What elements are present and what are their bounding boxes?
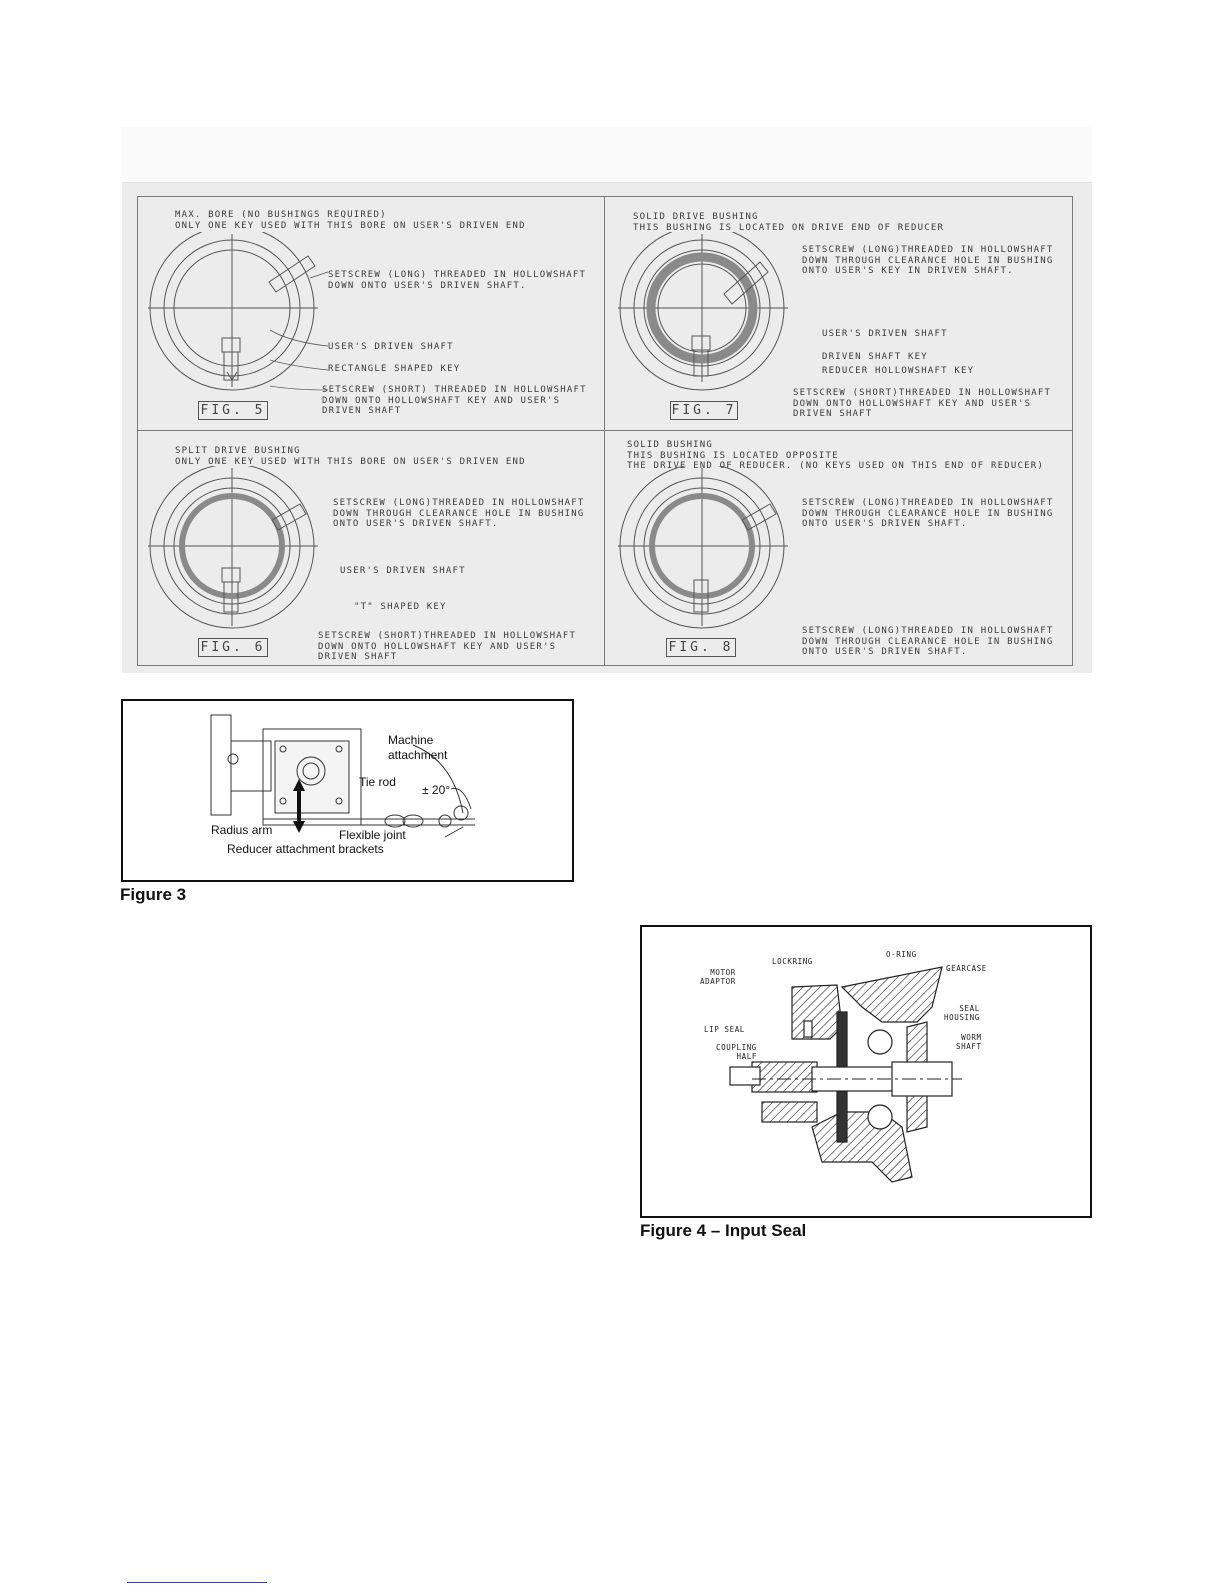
fig6-drawing [140, 466, 340, 636]
fig4-label-worm-shaft: WORM SHAFT [956, 1033, 982, 1051]
fig6-callout-setscrew-short: SETSCREW (SHORT)THREADED IN HOLLOWSHAFT DOWN ONTO HOLLOWSHAFT KEY AND USER'S DRIVEN SHAFT [318, 631, 577, 662]
fig3-label-machine: Machine attachment [388, 733, 448, 762]
fig7-callout-setscrew-short: SETSCREW (SHORT)THREADED IN HOLLOWSHAFT DOWN ONTO HOLLOWSHAFT KEY AND USER'S DRIVEN SHAFT [793, 388, 1052, 419]
fig7-callout-key2: REDUCER HOLLOWSHAFT KEY [822, 366, 975, 376]
fig7-drawing [610, 232, 810, 392]
fig6-callout-key: "T" SHAPED KEY [354, 602, 447, 612]
fig5-label: FIG. 5 [198, 401, 268, 420]
panel-header-strip [122, 127, 1092, 183]
fig4-label-lockring: LOCKRING [772, 957, 813, 966]
fig4-label-motor-adaptor: MOTOR ADAPTOR [700, 968, 736, 986]
fig3-label-radius-arm: Radius arm [211, 823, 273, 837]
fig8-callout-setscrew-long-2: SETSCREW (LONG)THREADED IN HOLLOWSHAFT DOWN THROUGH CLEARANCE HOLE IN BUSHING ONTO USER'S DRIVEN SHAFT. [802, 626, 1054, 657]
fig7-label: FIG. 7 [671, 403, 737, 418]
figure4-caption: Figure 4 – Input Seal [640, 1221, 807, 1240]
fig6-label: FIG. 6 [198, 638, 268, 657]
fig7-callout-setscrew-long: SETSCREW (LONG)THREADED IN HOLLOWSHAFT DOWN THROUGH CLEARANCE HOLE IN BUSHING ONTO USER'S KEY IN DRIVEN SHAFT. [802, 245, 1054, 276]
fig5-header: MAX. BORE (NO BUSHINGS REQUIRED) ONLY ONE KEY USED WITH THIS BORE ON USER'S DRIVEN END [175, 210, 526, 231]
fig4-label-lip-seal: LIP SEAL [704, 1025, 745, 1034]
fig4-label-gearcase: GEARCASE [946, 964, 987, 973]
fig5-leaders [270, 266, 330, 416]
figure3-caption: Figure 3 [120, 885, 187, 904]
fig4-label-oring: O-RING [886, 950, 917, 959]
fig8-label: FIG. 8 [666, 638, 736, 657]
fig6-header: SPLIT DRIVE BUSHING ONLY ONE KEY USED WITH THIS BORE ON USER'S DRIVEN END [175, 446, 526, 467]
grid-horizontal-divider [137, 430, 1072, 431]
fig3-label-angle: ± 20° [422, 783, 451, 797]
fig5-callout-setscrew-long: SETSCREW (LONG) THREADED IN HOLLOWSHAFT DOWN ONTO USER'S DRIVEN SHAFT. [328, 270, 587, 291]
fig8-header: SOLID BUSHING THIS BUSHING IS LOCATED OPPOSITE THE DRIVE END OF REDUCER. (NO KEYS USED ON THIS END OF REDUCER) [627, 440, 1044, 471]
fig6-callout-shaft: USER'S DRIVEN SHAFT [340, 566, 466, 576]
fig4-label-seal-housing: SEAL HOUSING [944, 1004, 980, 1022]
fig7-callout-shaft: USER'S DRIVEN SHAFT [822, 329, 948, 339]
fig4-label-coupling-half: COUPLING HALF [716, 1043, 757, 1061]
fig5-callout-key: RECTANGLE SHAPED KEY [328, 364, 461, 374]
fig5-callout-shaft: USER'S DRIVEN SHAFT [328, 342, 454, 352]
fig8-callout-setscrew-long: SETSCREW (LONG)THREADED IN HOLLOWSHAFT DOWN THROUGH CLEARANCE HOLE IN BUSHING ONTO USER'S DRIVEN SHAFT. [802, 498, 1054, 529]
fig3-label-tie-rod: Tie rod [359, 775, 396, 789]
footer-link-underline [127, 1582, 267, 1583]
fig8-drawing [610, 466, 810, 636]
fig7-header: SOLID DRIVE BUSHING THIS BUSHING IS LOCATED ON DRIVE END OF REDUCER [633, 212, 945, 233]
fig7-callout-key1: DRIVEN SHAFT KEY [822, 352, 928, 362]
fig3-label-brackets: Reducer attachment brackets [227, 842, 384, 856]
fig6-callout-setscrew-long: SETSCREW (LONG)THREADED IN HOLLOWSHAFT DOWN THROUGH CLEARANCE HOLE IN BUSHING ONTO USER'S DRIVEN SHAFT. [333, 498, 585, 529]
fig3-label-flexible-joint: Flexible joint [339, 828, 406, 842]
fig5-callout-setscrew-short: SETSCREW (SHORT) THREADED IN HOLLOWSHAFT DOWN ONTO HOLLOWSHAFT KEY AND USER'S DRIVEN SHAFT [322, 385, 587, 416]
